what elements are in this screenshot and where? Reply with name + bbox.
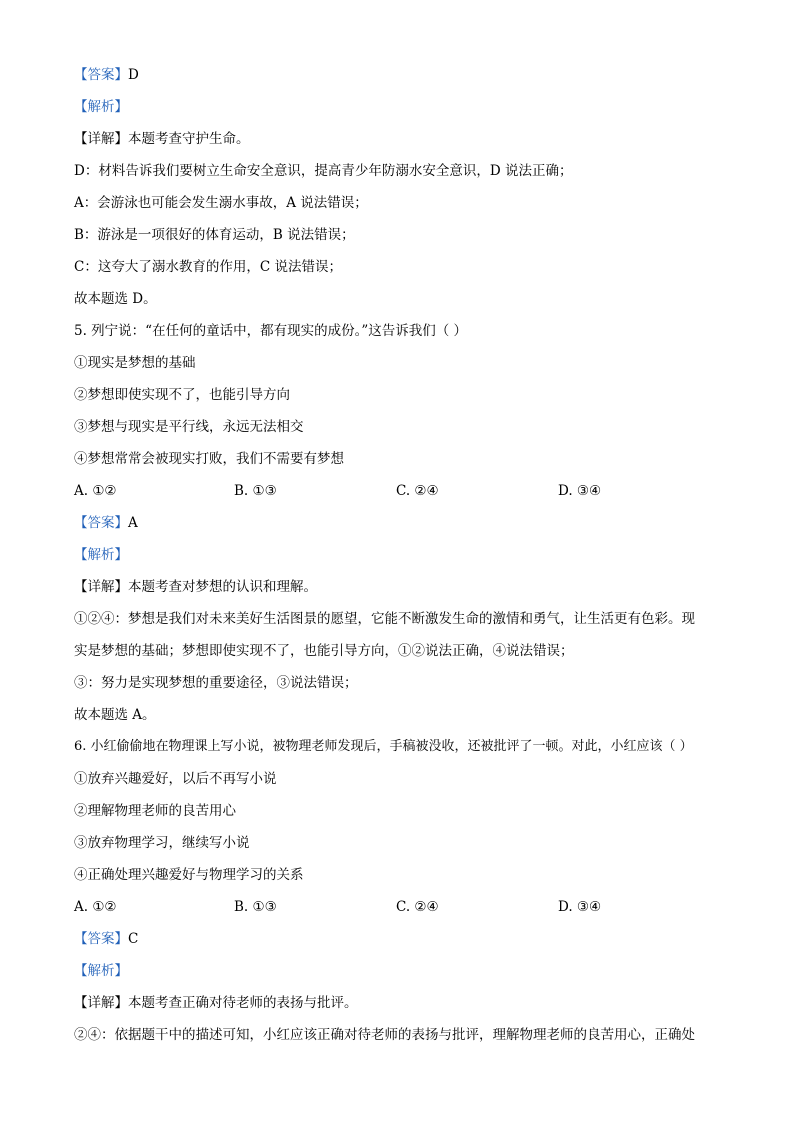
q6-statement: ④正确处理兴趣爱好与物理学习的关系: [74, 867, 304, 883]
q5-explanation-line: ①②④：梦想是我们对未来美好生活图景的愿望，它能不断激发生命的激情和勇气，让生活更有色彩。现: [74, 611, 695, 627]
q5-statement: ②梦想即使实现不了，也能引导方向: [74, 387, 290, 403]
answer-label: 【答案】: [74, 67, 128, 83]
q6-option-b: B. ①③: [234, 899, 277, 915]
q5-stem: 5. 列宁说：“在任何的童话中，都有现实的成份。”这告诉我们（ ）: [74, 323, 468, 339]
q6-analysis-label: 【解析】: [74, 963, 128, 979]
q5-option-d: D. ③④: [558, 483, 602, 499]
q5-option-a: A. ①②: [74, 483, 117, 499]
q5-answer-line: [74, 514, 138, 532]
answer-label: 【答案】: [74, 515, 128, 531]
detail-text: 本题考查守护生命。: [128, 131, 250, 147]
q5-detail-line: [74, 578, 317, 596]
q4-explanation-line: B：游泳是一项很好的体育运动，B 说法错误；: [74, 227, 355, 243]
q5-option-c: C. ②④: [396, 483, 439, 499]
answer-value: A: [128, 515, 138, 531]
q5-statement: ④梦想常常会被现实打败，我们不需要有梦想: [74, 451, 344, 467]
q5-statement: ①现实是梦想的基础: [74, 355, 196, 371]
q4-conclusion-line: 故本题选 D。: [74, 291, 157, 307]
q4-detail-line: [74, 130, 250, 148]
q6-explanation-line: ②④：依据题干中的描述可知，小红应该正确对待老师的表扬与批评，理解物理老师的良苦用心，正确处: [74, 1027, 695, 1043]
answer-label: 【答案】: [74, 931, 128, 947]
detail-text: 本题考查正确对待老师的表扬与批评。: [128, 995, 358, 1011]
q6-detail-line: [74, 994, 358, 1012]
q6-statement: ②理解物理老师的良苦用心: [74, 803, 236, 819]
q4-explanation-line: D：材料告诉我们要树立生命安全意识，提高青少年防溺水安全意识，D 说法正确；: [74, 163, 573, 179]
q6-option-c: C. ②④: [396, 899, 439, 915]
q6-stem: 6. 小红偷偷地在物理课上写小说，被物理老师发现后，手稿被没收，还被批评了一顿。对此，小红应该（ ）: [74, 739, 693, 754]
q5-option-b: B. ①③: [234, 483, 277, 499]
q6-option-a: A. ①②: [74, 899, 117, 915]
q6-answer-line: [74, 930, 138, 948]
detail-label: 【详解】: [74, 131, 128, 147]
q6-statement: ①放弃兴趣爱好，以后不再写小说: [74, 771, 277, 787]
q5-explanation-line: ③：努力是实现梦想的重要途径，③说法错误；: [74, 675, 358, 691]
q5-statement: ③梦想与现实是平行线，永远无法相交: [74, 419, 304, 435]
q4-explanation-line: C：这夸大了溺水教育的作用，C 说法错误；: [74, 259, 342, 275]
q6-statement: ③放弃物理学习，继续写小说: [74, 835, 250, 851]
q5-explanation-line: 实是梦想的基础；梦想即使实现不了，也能引导方向，①②说法正确，④说法错误；: [74, 643, 574, 659]
q5-conclusion-line: 故本题选 A。: [74, 707, 156, 723]
detail-label: 【详解】: [74, 995, 128, 1011]
detail-label: 【详解】: [74, 579, 128, 595]
q6-option-d: D. ③④: [558, 899, 602, 915]
q4-explanation-line: A：会游泳也可能会发生溺水事故，A 说法错误；: [74, 195, 368, 211]
q5-analysis-label: 【解析】: [74, 547, 128, 563]
detail-text: 本题考查对梦想的认识和理解。: [128, 579, 317, 595]
q4-answer-line: [74, 66, 139, 84]
answer-value: D: [128, 67, 139, 83]
answer-value: C: [128, 931, 139, 947]
q4-analysis-label: 【解析】: [74, 99, 128, 115]
